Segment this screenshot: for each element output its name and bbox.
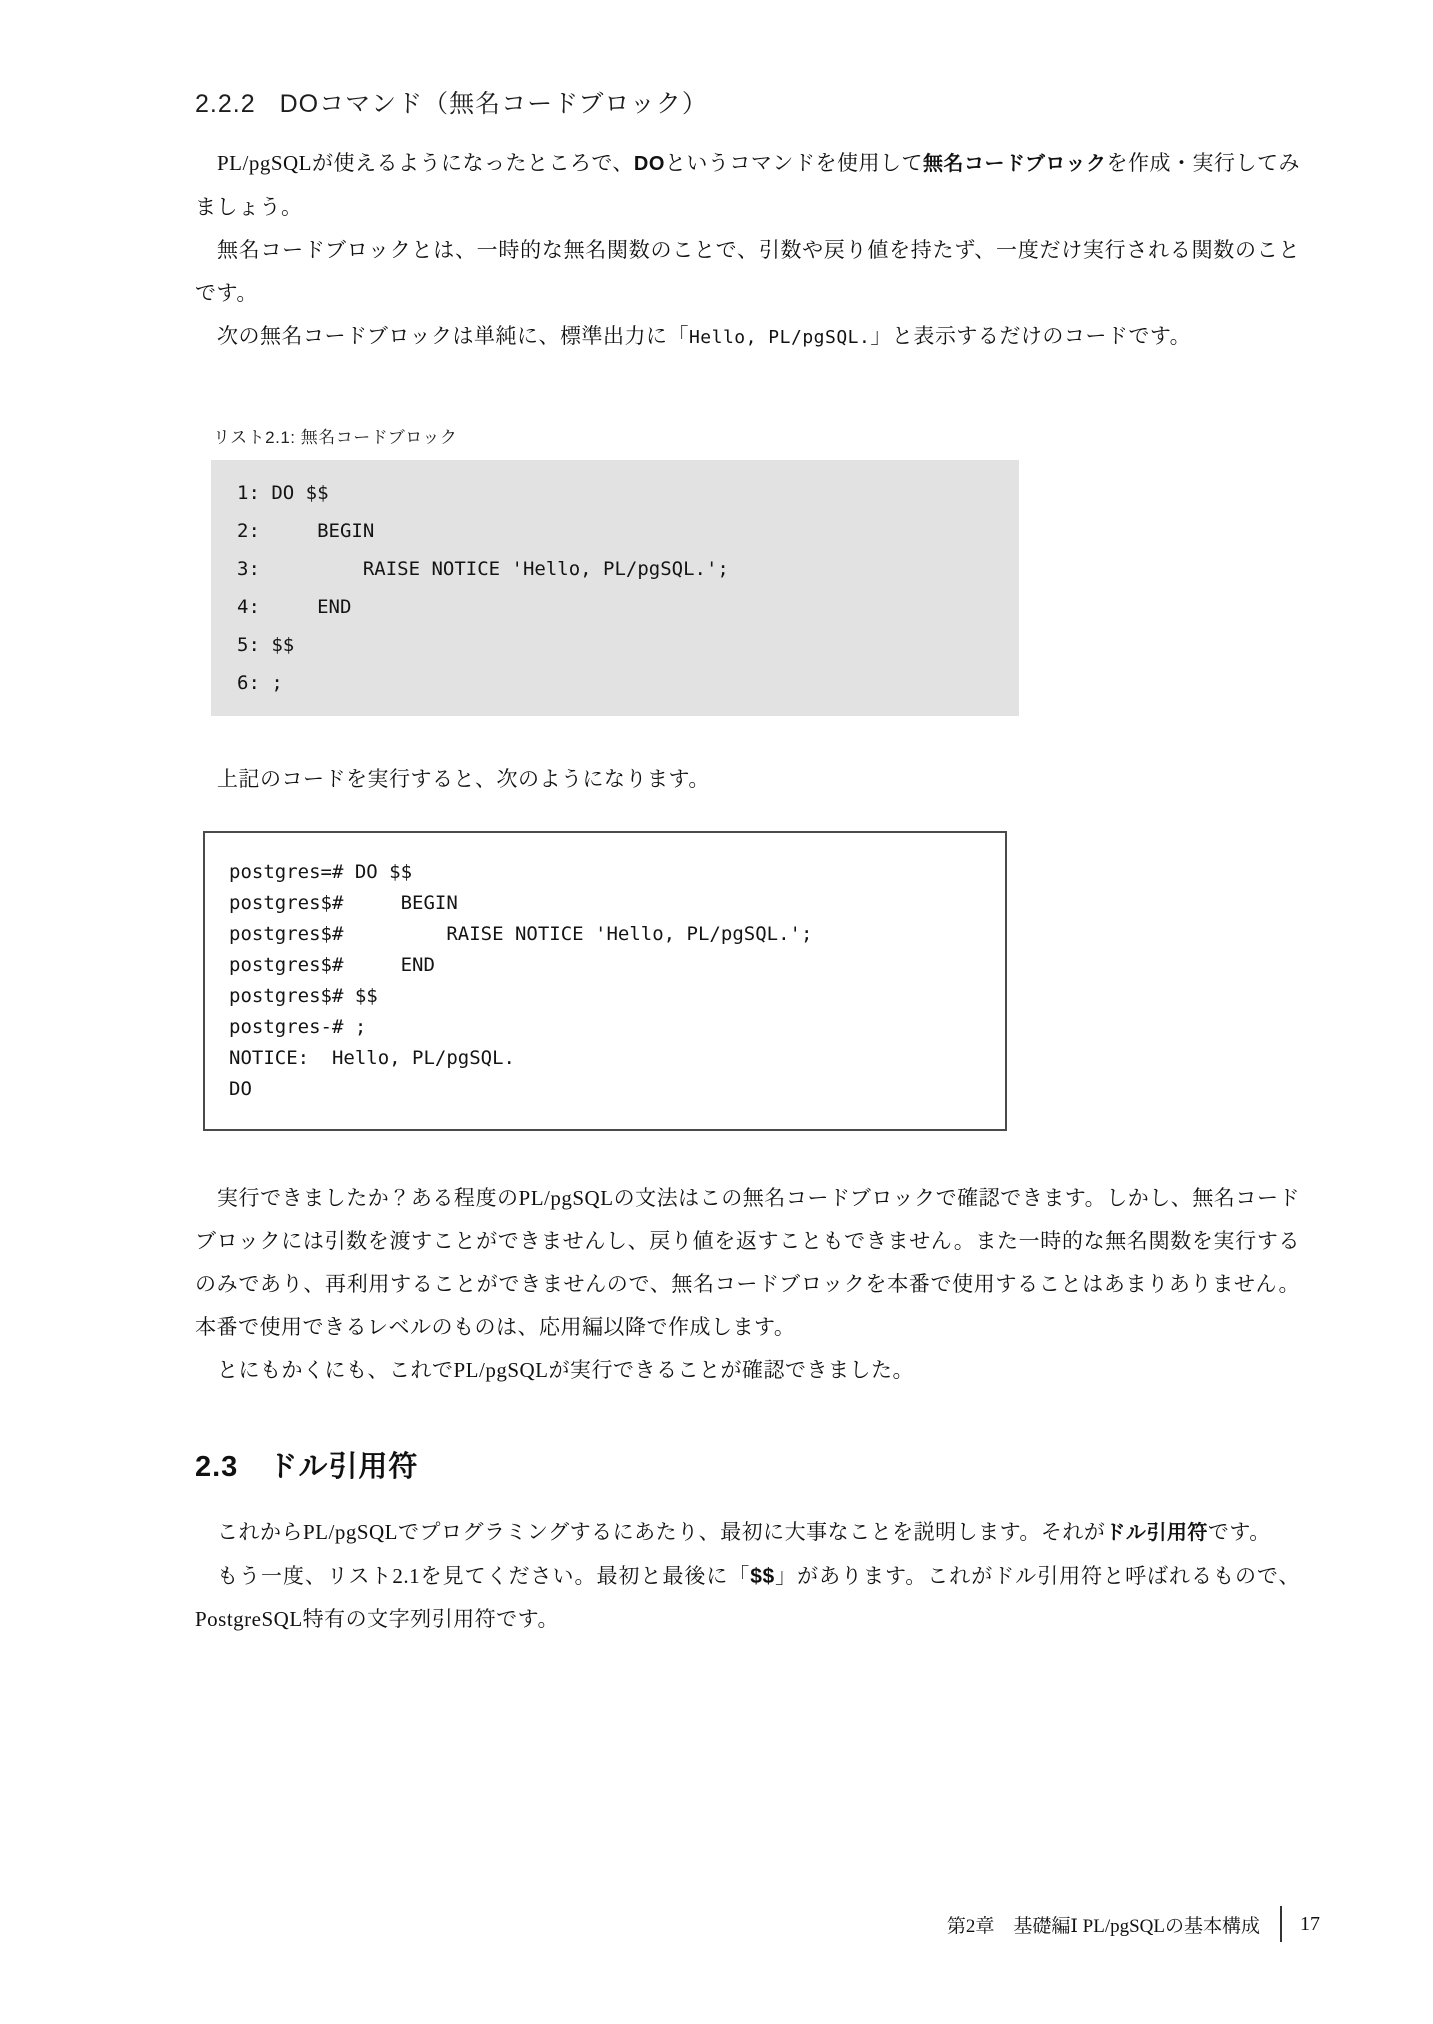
paragraph-result-discussion: 実行できましたか？ある程度のPL/pgSQLの文法はこの無名コードブロックで確認できます。しかし、無名コードブロックには引数を渡すことができませんし、戻り値を返すこともできません。また一時的な無名関数を実行するのみであり、再利用することができませんので、無名コードブロックを本番で使用することはあまりありません。本番で使用できるレベルのものは、応用編以降で作成します。 (195, 1186, 1300, 1339)
text-run: これからPL/pgSQLでプログラミングするにあたり、最初に大事なことを説明します。それが (217, 1520, 1106, 1544)
code-line: 6: ; (237, 672, 283, 694)
footer-divider (1280, 1906, 1282, 1942)
page-content (195, 0, 1300, 1641)
code-listing-2-1 (211, 460, 1019, 716)
text-run: というコマンドを使用して (664, 151, 923, 175)
text-run: を作成・実行してみましょう。 (195, 151, 1301, 219)
section-title: DOコマンド（無名コードブロック） (279, 90, 708, 118)
do-command-term: DO (633, 153, 665, 175)
paragraph-dollar-detail (195, 1555, 1300, 1641)
text-run: PL/pgSQLが使えるようになったところで、 (217, 151, 634, 175)
paragraph-dollar-intro (195, 1511, 1300, 1555)
text-run: 次の無名コードブロックは単純に、標準出力に「 (217, 324, 689, 348)
text-run: 」があります。これがドル引用符と呼ばれるもので、PostgreSQL特有の文字列引用符です。 (195, 1564, 1300, 1631)
page-footer (947, 1906, 1320, 1942)
text-run: 」と表示するだけのコードです。 (870, 324, 1192, 348)
code-line: 1: DO $$ (237, 482, 329, 504)
paragraph-next-example (195, 315, 1300, 359)
terminal-line: postgres=# DO $$ (229, 861, 413, 883)
terminal-output-box (203, 831, 1007, 1131)
dollar-quote-term: ドル引用符 (1105, 1522, 1208, 1544)
code-line: 3: RAISE NOTICE 'Hello, PL/pgSQL.'; (237, 558, 729, 580)
paragraph-definition: 無名コードブロックとは、一時的な無名関数のことで、引数や戻り値を持たず、一度だけ実行される関数のことです。 (195, 238, 1300, 305)
paragraph-run-note: 上記のコードを実行すると、次のようになります。 (217, 767, 710, 791)
terminal-line: NOTICE: Hello, PL/pgSQL. (229, 1047, 515, 1069)
hello-plpgsql-inline-code: Hello, PL/pgSQL. (688, 327, 871, 348)
code-line: 2: BEGIN (237, 520, 375, 542)
terminal-line: postgres-# ; (229, 1016, 367, 1038)
section-2-3-heading (195, 1444, 1300, 1485)
paragraph-confirmation: とにもかくにも、これでPL/pgSQLが実行できることが確認できました。 (217, 1358, 915, 1382)
code-line: 4: END (237, 596, 352, 618)
section-2-2-2-heading (195, 84, 1300, 120)
terminal-line: postgres$# $$ (229, 985, 378, 1007)
page-number: 17 (1300, 1912, 1320, 1935)
text-run: です。 (1207, 1520, 1271, 1544)
terminal-line: postgres$# RAISE NOTICE 'Hello, PL/pgSQL.'; (229, 923, 813, 945)
dollar-dollar-symbol: $$ (750, 1565, 775, 1588)
terminal-line: postgres$# BEGIN (229, 892, 458, 914)
listing-caption: リスト2.1: 無名コードブロック (213, 428, 458, 447)
anonymous-code-block-term: 無名コードブロック (922, 153, 1107, 175)
section-title: ドル引用符 (268, 1451, 419, 1483)
paragraph-intro (195, 142, 1300, 229)
section-number: 2.2.2 (195, 90, 256, 118)
terminal-line: postgres$# END (229, 954, 435, 976)
text-run: もう一度、リスト2.1を見てください。最初と最後に「 (217, 1564, 751, 1588)
code-line: 5: $$ (237, 634, 295, 656)
terminal-line: DO (229, 1078, 252, 1100)
footer-chapter-title: 第2章 基礎編Ⅰ PL/pgSQLの基本構成 (946, 1915, 1260, 1937)
section-number: 2.3 (195, 1451, 239, 1483)
